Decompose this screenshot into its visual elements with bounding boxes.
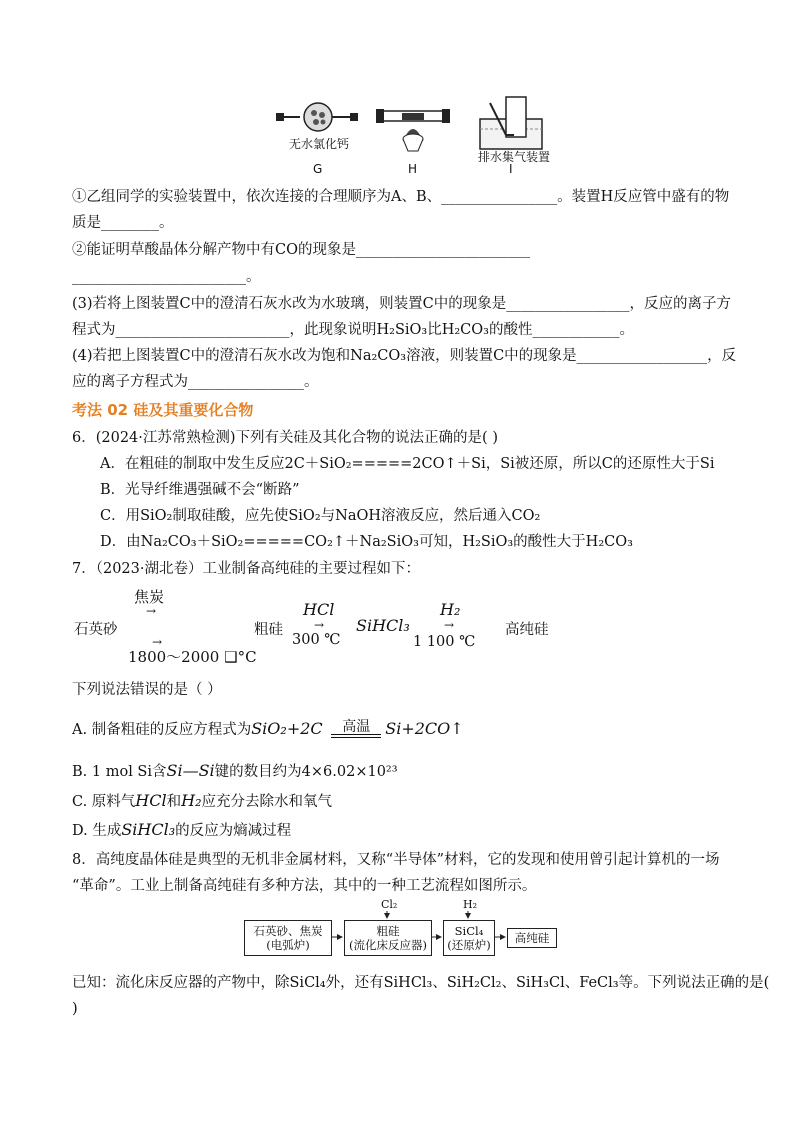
arrow-1: → bbox=[146, 604, 157, 618]
q7-b-post: 键的数目约为 bbox=[214, 764, 302, 780]
caption-h-letter: H bbox=[408, 162, 418, 176]
q7-stem: 7．（2023·湖北卷）工业制备高纯硅的主要过程如下： bbox=[72, 561, 420, 577]
temp-3: 1 100 ℃ bbox=[413, 634, 476, 650]
q7-b-prefix: B. 1 mol Si含 bbox=[72, 764, 167, 780]
q1-line-a: ①乙组同学的实验装置中，依次连接的合理顺序为A、B、________________。装置H反应管中盛有的物 bbox=[72, 189, 730, 205]
q7-d-sihcl3: SiHCl₃ bbox=[121, 820, 176, 839]
flow-arrows bbox=[0, 896, 800, 966]
q7-c-prefix: C. 原料气 bbox=[72, 794, 136, 810]
reaction-tube-h bbox=[376, 109, 450, 151]
q4-line-b: 应的离子方程式为________________。 bbox=[72, 374, 319, 390]
temp-1: 1800～2000 ❑°C bbox=[128, 648, 257, 666]
q6-option-b: B．光导纤维遇强碱不会“断路” bbox=[100, 482, 300, 498]
shiyingsha-label: 石英砂 bbox=[74, 622, 118, 638]
q7-option-b bbox=[72, 762, 398, 781]
h2-label: H₂ bbox=[440, 600, 461, 619]
q2-line-a: ②能证明草酸晶体分解产物中有CO的现象是________________________ bbox=[72, 242, 530, 258]
caption-i-letter: I bbox=[509, 162, 513, 176]
q7-b-bond: Si—Si bbox=[166, 761, 215, 780]
q7-process bbox=[0, 580, 800, 670]
arrow-2: → bbox=[314, 618, 325, 632]
q7-option-d bbox=[72, 821, 291, 840]
sihcl3-label: SiHCl₃ bbox=[356, 616, 410, 635]
jiaotan-label: 焦炭 bbox=[134, 588, 165, 606]
q3-line-a: (3)若将上图装置C中的澄清石灰水改为水玻璃，则装置C中的现象是_________________，反应的离子方 bbox=[72, 296, 731, 312]
section-heading: 考法 02 硅及其重要化合物 bbox=[72, 401, 254, 419]
q8-stem-2: “革命”。工业上制备高纯硅有多种方法，其中的一种工艺流程如图所示。 bbox=[72, 878, 537, 894]
q7-d-prefix: D. 生成 bbox=[72, 823, 122, 839]
q8-known-1: 已知：流化床反应器的产物中，除SiCl₄外，还有SiHCl₃、SiH₂Cl₂、SiH₃Cl、FeCl₃等。下列说法正确的是( bbox=[72, 975, 770, 991]
q8-flowchart bbox=[0, 896, 800, 966]
cuogui-label: 粗硅 bbox=[254, 622, 283, 638]
cl2-label: Cl₂ bbox=[381, 898, 398, 911]
q8-known-2: ) bbox=[72, 1001, 78, 1017]
q7-a-right: Si+2CO↑ bbox=[385, 719, 464, 738]
flow-box-3: SiCl₄ (还原炉) bbox=[443, 920, 495, 956]
q7-a-prefix: A. 制备粗硅的反应方程式为 bbox=[72, 722, 252, 738]
q8-stem-1: 8．高纯度晶体硅是典型的无机非金属材料，又称“半导体”材料，它的发现和使用曾引起计算机的一场 bbox=[72, 852, 720, 868]
flow-box-4: 高纯硅 bbox=[507, 928, 557, 948]
q6-option-d: D．由Na₂CO₃＋SiO₂=====CO₂↑＋Na₂SiO₃可知，H₂SiO₃的酸性大于H₂CO₃ bbox=[100, 534, 633, 550]
arrow-3: → bbox=[444, 618, 455, 632]
temp-2: 300 ℃ bbox=[292, 632, 341, 648]
drying-tube-g bbox=[276, 103, 358, 131]
caption-g-label: 无水氯化钙 bbox=[289, 137, 350, 151]
hcl-label: HCl bbox=[303, 600, 335, 619]
q7-question: 下列说法错误的是（ ） bbox=[72, 682, 222, 698]
caption-i-label: 排水集气装置 bbox=[478, 150, 551, 164]
gaochungui-label: 高纯硅 bbox=[505, 622, 549, 638]
h2-flow-label: H₂ bbox=[463, 898, 478, 911]
q7-c-h2: H₂ bbox=[181, 791, 202, 810]
flow-box-2: 粗硅 (流化床反应器) bbox=[344, 920, 432, 956]
q4-line-a: (4)若把上图装置C中的澄清石灰水改为饱和Na₂CO₃溶液，则装置C中的现象是__________________，反 bbox=[72, 348, 737, 364]
q7-option-a: A. 制备粗硅的反应方程式为SiO₂+2C 高温 Si+2CO↑ bbox=[72, 719, 464, 738]
q3-line-b: 程式为________________________，此现象说明H₂SiO₃比H₂CO₃的酸性____________。 bbox=[72, 322, 634, 338]
gas-collector-i bbox=[480, 97, 542, 149]
q7-c-and: 和 bbox=[166, 794, 182, 810]
q7-a-left: SiO₂+2C bbox=[251, 719, 323, 738]
q7-b-number: 4×6.02×10²³ bbox=[301, 764, 398, 780]
q6-option-a: A．在粗硅的制取中发生反应2C＋SiO₂=====2CO↑＋Si，Si被还原，所以C的还原性大于Si bbox=[100, 456, 715, 472]
q7-c-hcl: HCl bbox=[135, 791, 167, 810]
caption-g-letter: G bbox=[313, 162, 323, 176]
q7-c-post: 应充分去除水和氧气 bbox=[201, 794, 332, 810]
flow-box-1: 石英砂、焦炭 (电弧炉) bbox=[244, 920, 332, 956]
q7-option-c bbox=[72, 792, 332, 811]
q2-line-b: ________________________。 bbox=[72, 269, 261, 285]
q7-d-post: 的反应为熵减过程 bbox=[175, 823, 292, 839]
q6-stem: 6．(2024·江苏常熟检测)下列有关硅及其化合物的说法正确的是( ) bbox=[72, 430, 498, 446]
q1-line-b: 质是________。 bbox=[72, 215, 174, 231]
arrow-1b: → bbox=[152, 635, 163, 649]
q6-option-c: C．用SiO₂制取硅酸，应先使SiO₂与NaOH溶液反应，然后通入CO₂ bbox=[100, 508, 541, 524]
